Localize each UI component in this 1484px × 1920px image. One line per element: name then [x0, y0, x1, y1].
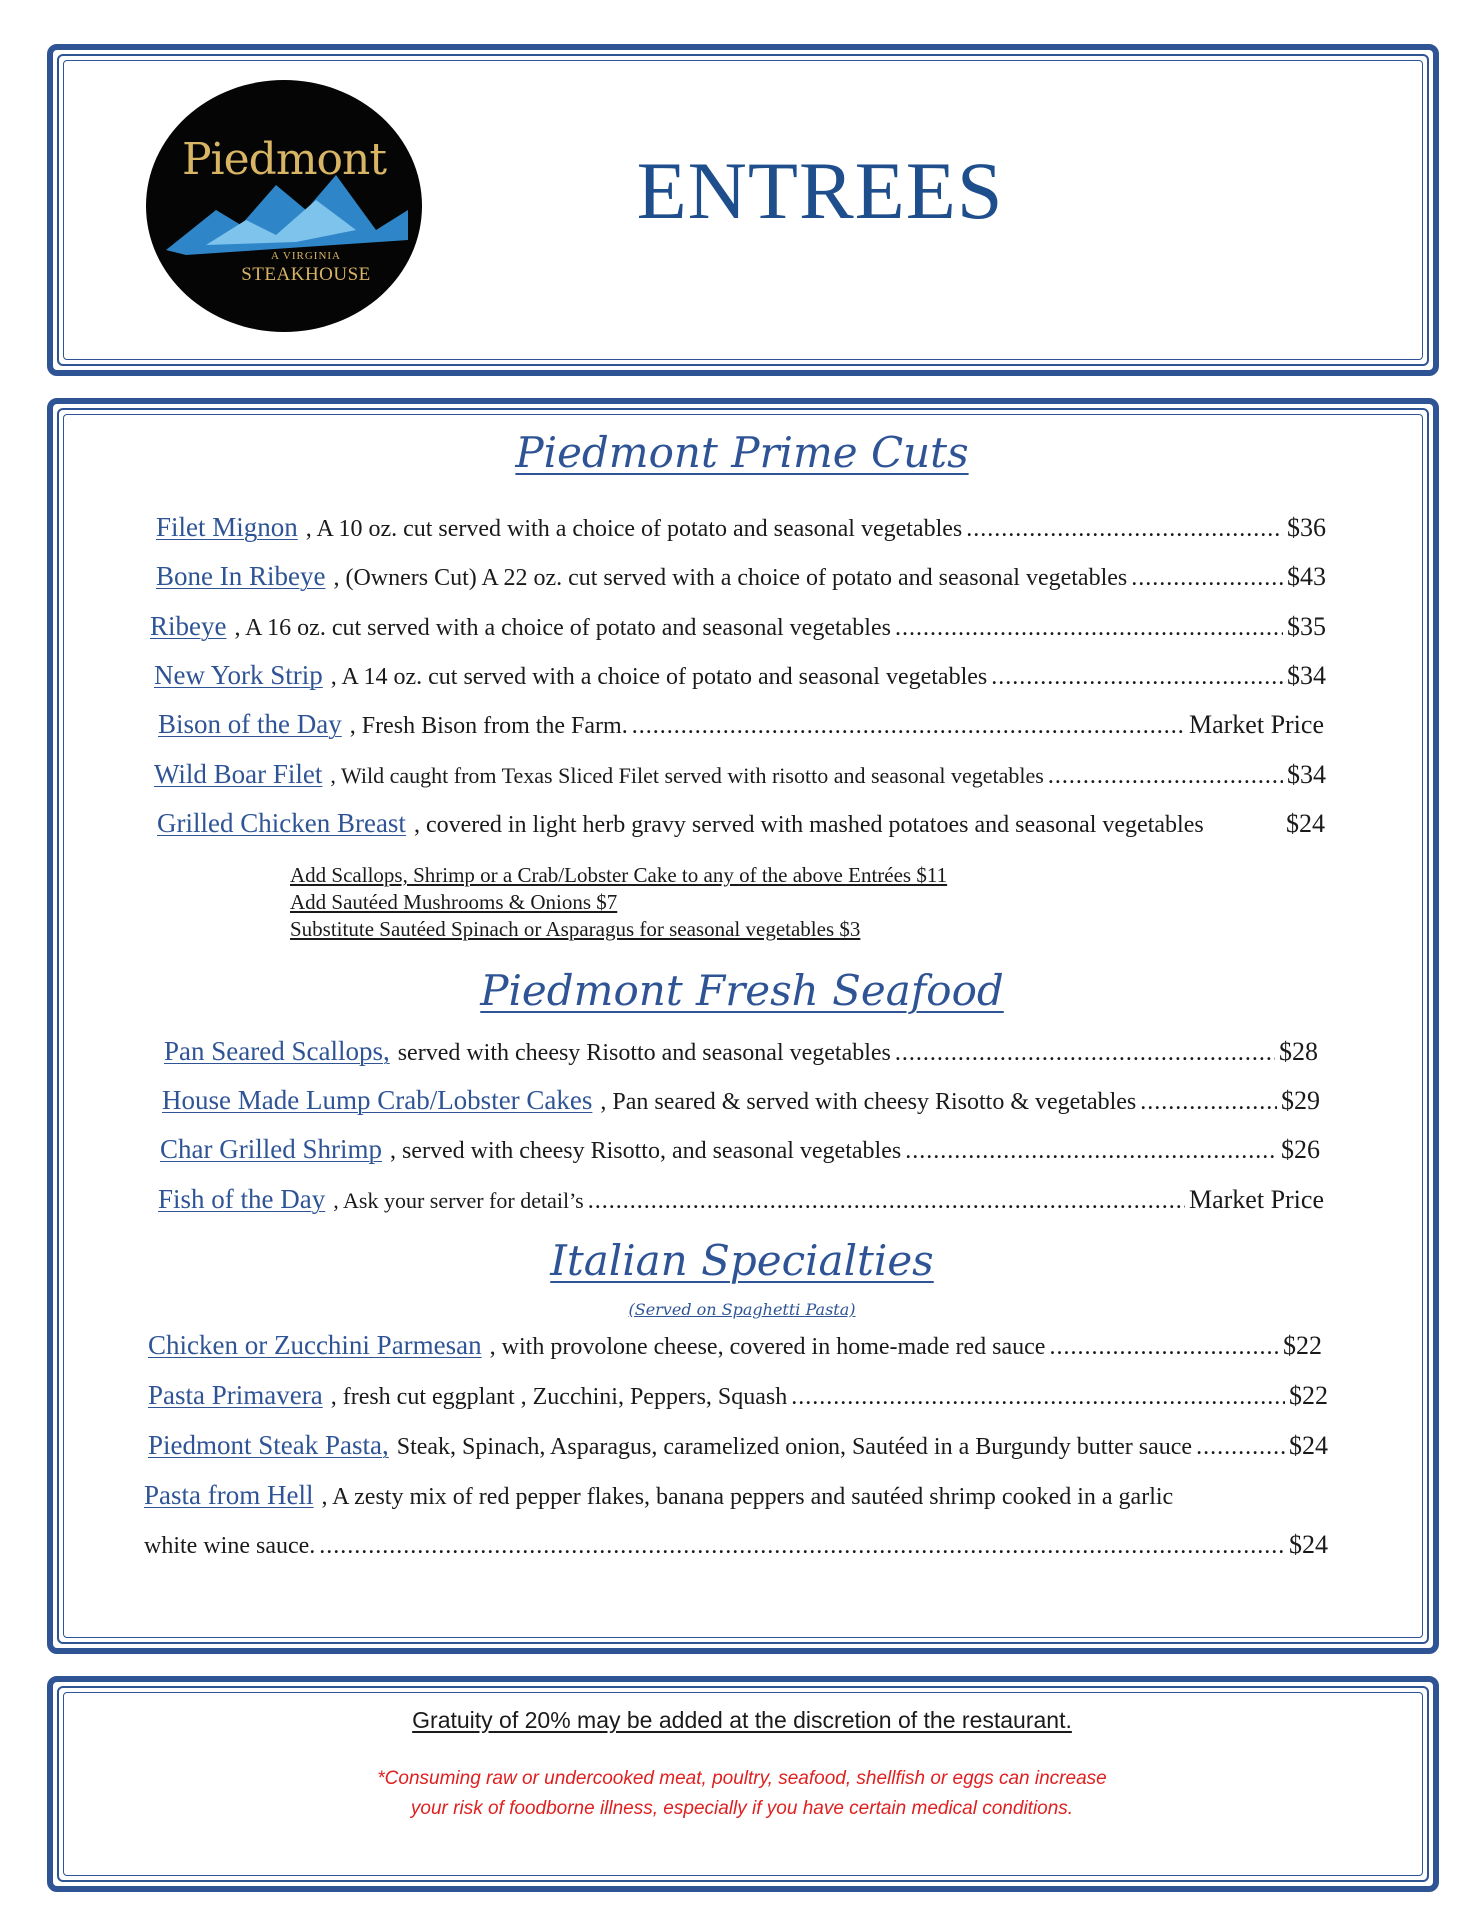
item-price: Market Price	[1188, 1185, 1324, 1214]
item-description: , A 14 oz. cut served with a choice of potato and seasonal vegetables	[330, 664, 988, 690]
item-price: $35	[1287, 612, 1326, 641]
item-name: New York Strip	[154, 660, 323, 690]
item-description: , Pan seared & served with cheesy Risotto & vegetables	[600, 1089, 1137, 1115]
item-name: Grilled Chicken Breast	[157, 808, 406, 838]
menu-item	[154, 660, 1326, 694]
item-price: $28	[1279, 1037, 1318, 1066]
item-price: $34	[1287, 661, 1326, 690]
item-name: Pasta Primavera	[148, 1380, 323, 1410]
item-description: , with provolone cheese, covered in home-made red sauce	[489, 1334, 1046, 1360]
logo-name: Piedmont	[181, 134, 387, 185]
menu-item	[144, 1480, 1324, 1514]
page-title: ENTREES	[636, 145, 1004, 236]
item-name: Filet Mignon	[156, 512, 298, 542]
item-description: Steak, Spinach, Asparagus, caramelized onion, Sautéed in a Burgundy butter sauce	[396, 1434, 1193, 1460]
menu-item	[154, 759, 1326, 793]
item-price: Market Price	[1188, 710, 1324, 739]
piedmont-logo	[146, 80, 422, 332]
item-name: Wild Boar Filet	[154, 759, 323, 789]
menu-item	[158, 1184, 1324, 1218]
logo-subtitle-2: STEAKHOUSE	[241, 264, 371, 285]
section-title-prime-cuts: Piedmont Prime Cuts	[515, 428, 969, 477]
item-name: Ribeye	[150, 611, 227, 641]
item-price: $34	[1287, 760, 1326, 789]
item-description: , Ask your server for detail’s	[333, 1188, 584, 1213]
item-name: Bison of the Day	[158, 709, 342, 739]
item-price: $22	[1283, 1331, 1322, 1360]
menu-item	[157, 808, 1325, 842]
item-price: $29	[1281, 1086, 1320, 1115]
addons-list	[290, 862, 947, 943]
item-name: Fish of the Day	[158, 1184, 326, 1214]
menu-item	[148, 1430, 1328, 1464]
item-name: Piedmont Steak Pasta,	[148, 1430, 389, 1460]
item-price: $22	[1289, 1381, 1328, 1410]
item-description: , A 10 oz. cut served with a choice of potato and seasonal vegetables	[305, 516, 963, 542]
menu-item	[148, 1380, 1328, 1414]
menu-item	[156, 512, 1326, 546]
menu-item	[162, 1085, 1320, 1119]
section-title-seafood: Piedmont Fresh Seafood	[480, 966, 1004, 1015]
mountain-icon	[146, 80, 422, 332]
item-price: $26	[1281, 1135, 1320, 1164]
menu-item	[158, 709, 1324, 743]
menu-item	[156, 561, 1326, 595]
item-name: Bone In Ribeye	[156, 561, 326, 591]
item-description: , served with cheesy Risotto, and seasonal vegetables	[389, 1138, 902, 1164]
item-name: Char Grilled Shrimp	[160, 1134, 382, 1164]
item-description: , covered in light herb gravy served with mashed potatoes and seasonal vegetables	[413, 812, 1204, 838]
item-price: $36	[1287, 513, 1326, 542]
item-description: , Fresh Bison from the Farm.	[349, 713, 628, 739]
menu-item	[160, 1134, 1320, 1168]
gratuity-notice: Gratuity of 20% may be added at the discretion of the restaurant.	[412, 1707, 1072, 1733]
item-description: , A zesty mix of red pepper flakes, banana peppers and sautéed shrimp cooked in a garlic	[321, 1484, 1174, 1510]
item-price: $24	[1289, 1530, 1328, 1559]
item-description: , (Owners Cut) A 22 oz. cut served with a choice of potato and seasonal vegetables	[333, 565, 1128, 591]
addon-item: Add Sautéed Mushrooms & Onions $7	[290, 890, 618, 914]
food-warning-line-2: your risk of foodborne illness, especially if you have certain medical conditions.	[410, 1798, 1074, 1819]
item-name: Pan Seared Scallops,	[164, 1036, 390, 1066]
item-name: Chicken or Zucchini Parmesan	[148, 1330, 482, 1360]
addon-item: Substitute Sautéed Spinach or Asparagus for seasonal vegetables $3	[290, 917, 861, 941]
item-name: Pasta from Hell	[144, 1480, 314, 1510]
menu-item	[148, 1330, 1322, 1364]
item-price: $24	[1286, 809, 1325, 838]
food-warning-line-1: *Consuming raw or undercooked meat, poultry, seafood, shellfish or eggs can increase	[377, 1768, 1107, 1789]
logo-subtitle-1: A VIRGINIA	[271, 250, 341, 262]
item-description: , A 16 oz. cut served with a choice of potato and seasonal vegetables	[234, 615, 891, 641]
item-name: House Made Lump Crab/Lobster Cakes	[162, 1085, 593, 1115]
section-subtitle-italian: (Served on Spaghetti Pasta)	[628, 1300, 856, 1319]
item-description: white wine sauce.	[144, 1533, 316, 1559]
addon-item: Add Scallops, Shrimp or a Crab/Lobster Cake to any of the above Entrées $11	[290, 863, 948, 887]
item-price: $43	[1287, 562, 1326, 591]
menu-item-continuation	[144, 1530, 1328, 1564]
menu-item	[150, 611, 1326, 645]
item-description: served with cheesy Risotto and seasonal vegetables	[397, 1040, 891, 1066]
menu-item	[164, 1036, 1318, 1070]
item-description: , fresh cut eggplant , Zucchini, Peppers, Squash	[330, 1384, 788, 1410]
section-title-italian: Italian Specialties	[550, 1236, 934, 1285]
item-price: $24	[1289, 1431, 1328, 1460]
item-description: , Wild caught from Texas Sliced Filet served with risotto and seasonal vegetables	[330, 763, 1044, 788]
